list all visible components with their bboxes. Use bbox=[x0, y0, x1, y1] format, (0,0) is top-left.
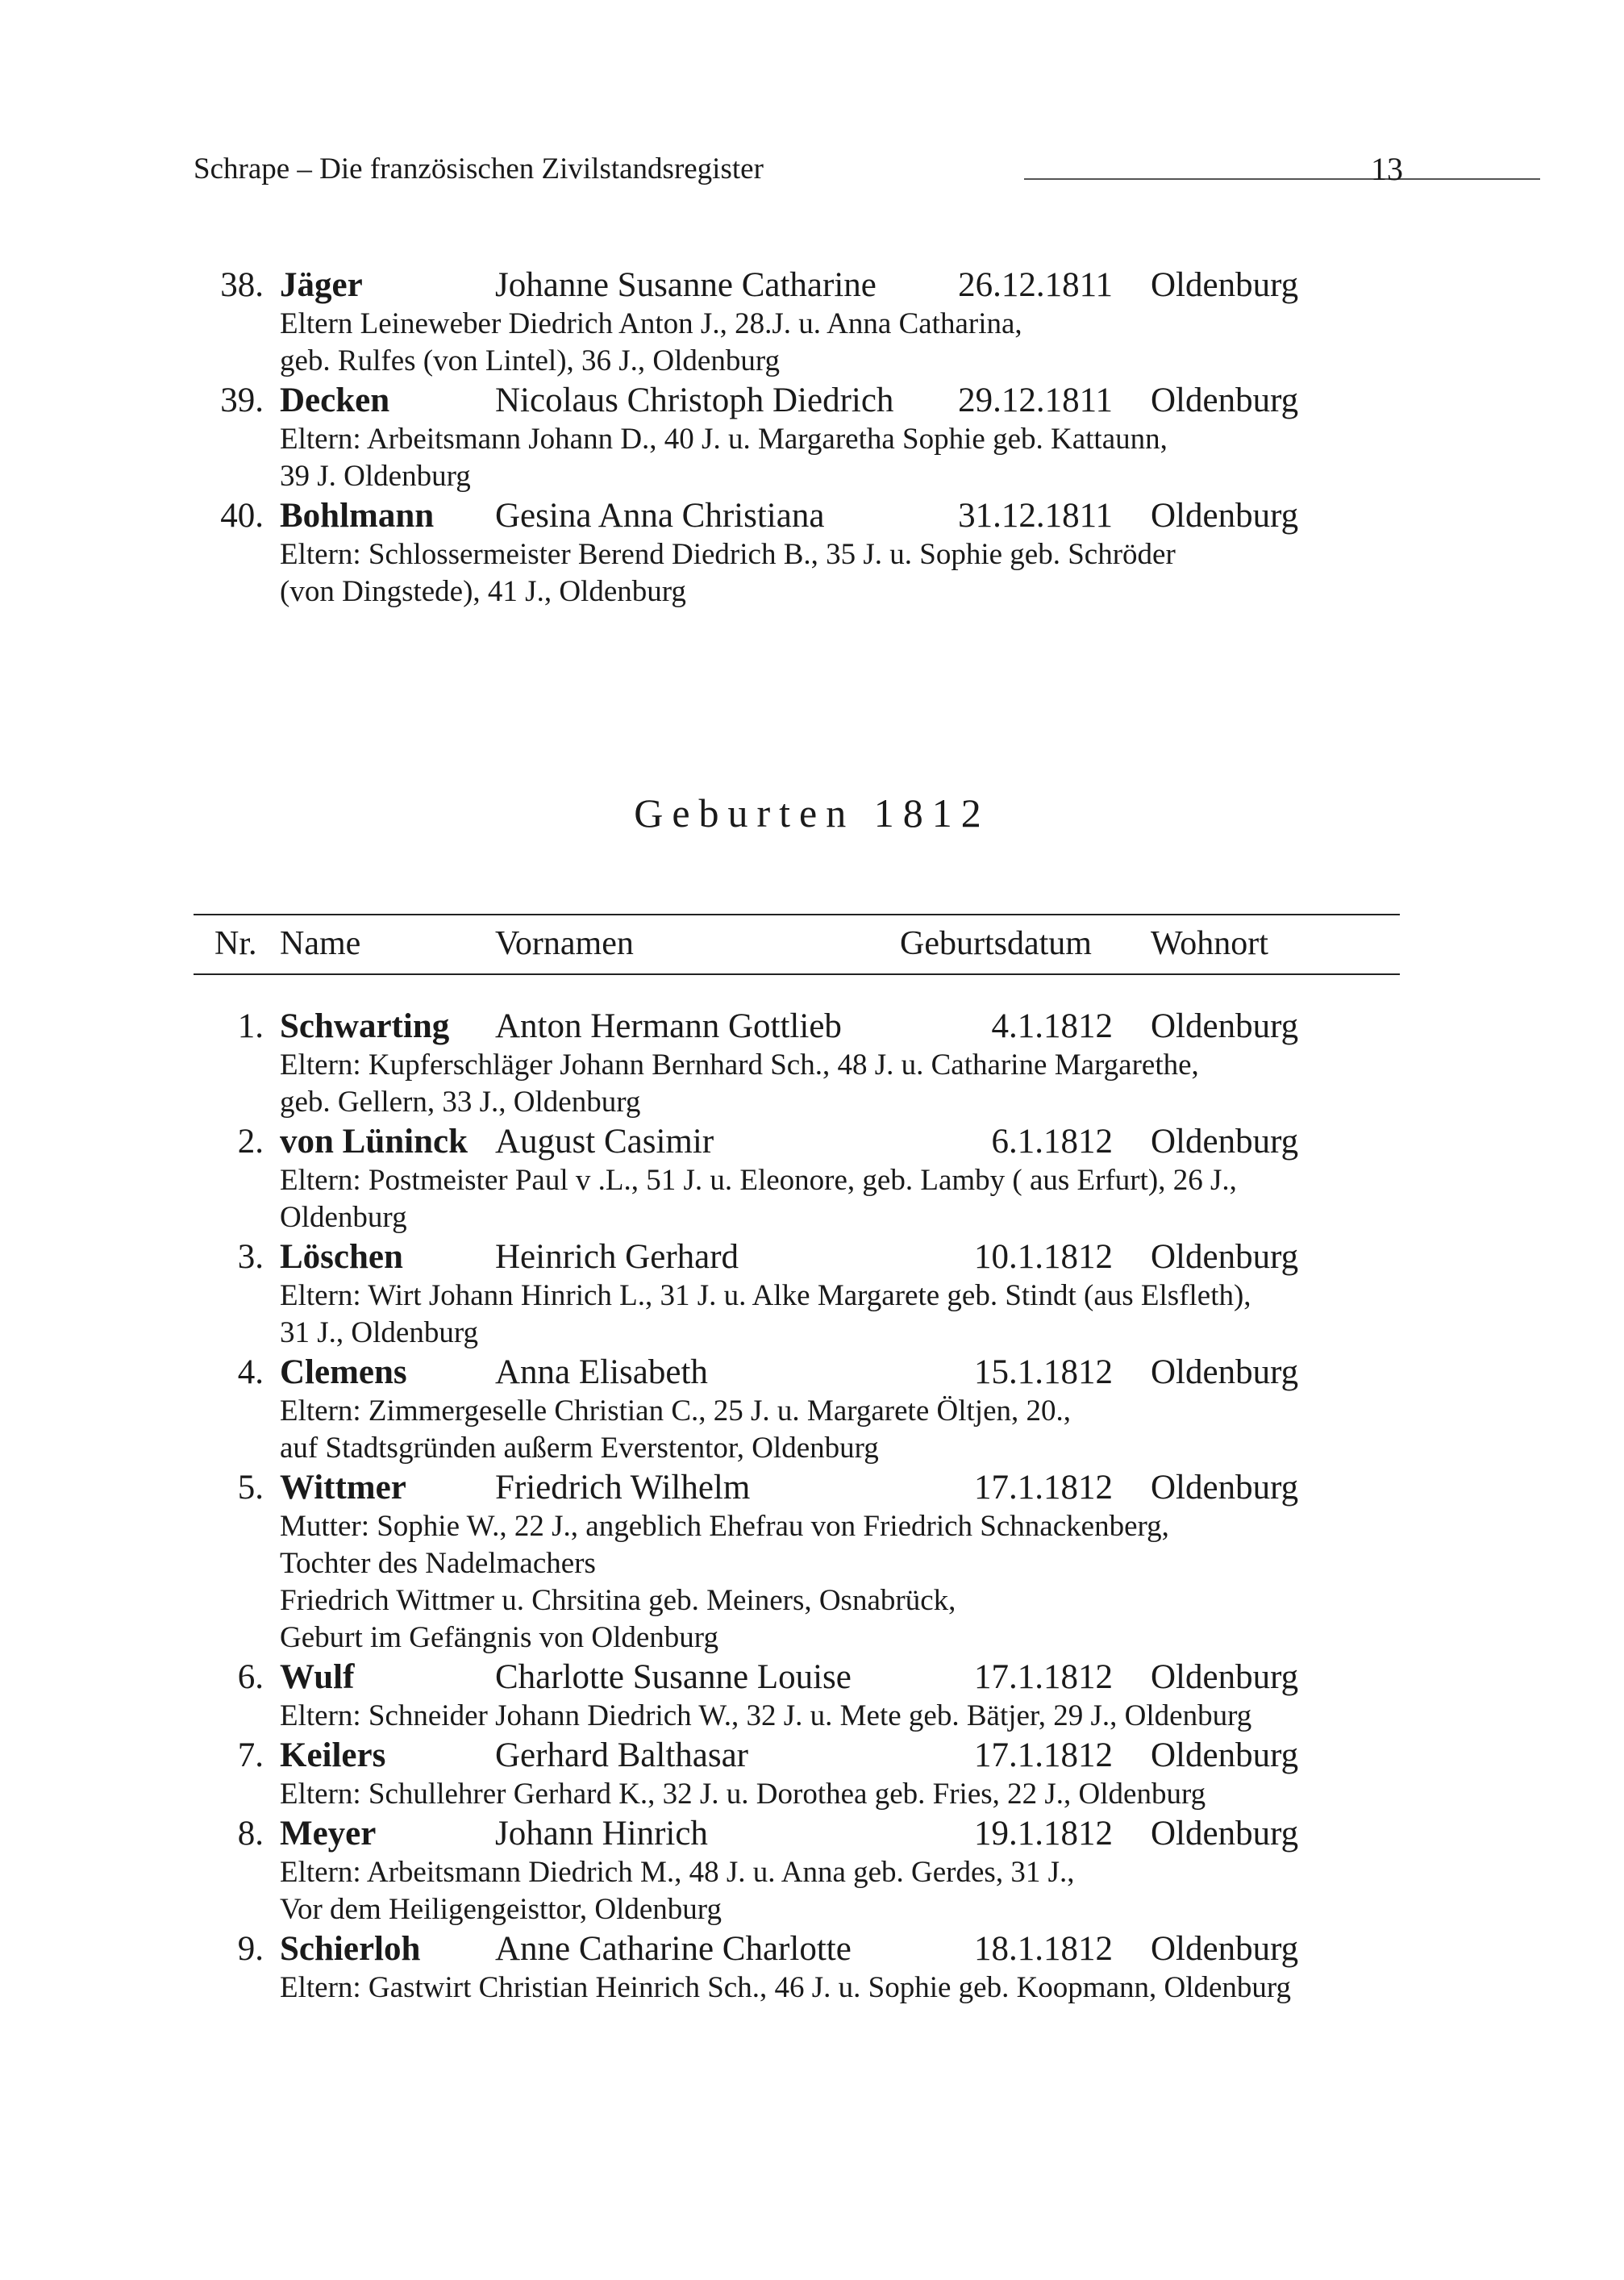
column-header-geburtsdatum: Geburtsdatum bbox=[900, 925, 1092, 962]
entry-detail-line: (von Dingstede), 41 J., Oldenburg bbox=[280, 575, 686, 608]
entry-heading-line bbox=[0, 495, 1624, 536]
entry-detail-line: Eltern: Kupferschläger Johann Bernhard Sch., 48 J. u. Catharine Margarethe, bbox=[280, 1048, 1199, 1082]
entry-detail-line: auf Stadtsgründen außerm Everstentor, Oldenburg bbox=[280, 1432, 879, 1465]
register-entry bbox=[0, 1467, 1624, 1657]
entry-detail-line: Eltern: Arbeitsmann Johann D., 40 J. u. Margaretha Sophie geb. Kattaunn, bbox=[280, 423, 1168, 456]
entry-heading-line bbox=[0, 1657, 1624, 1698]
entry-residence: Oldenburg bbox=[1151, 1123, 1299, 1161]
entry-detail-line: 31 J., Oldenburg bbox=[280, 1316, 478, 1349]
entry-number: 1. bbox=[237, 1007, 264, 1045]
entry-detail-line: geb. Rulfes (von Lintel), 36 J., Oldenburg bbox=[280, 344, 781, 377]
entry-detail-line: 39 J. Oldenburg bbox=[280, 460, 471, 493]
entry-number: 4. bbox=[237, 1353, 264, 1391]
entry-number: 2. bbox=[237, 1123, 264, 1161]
header-rule bbox=[1024, 178, 1540, 180]
register-entry bbox=[0, 1735, 1624, 1813]
entry-residence: Oldenburg bbox=[1151, 1353, 1299, 1391]
entry-surname: Wittmer bbox=[280, 1469, 406, 1507]
entry-given-names: Johann Hinrich bbox=[495, 1815, 708, 1853]
entry-number: 6. bbox=[237, 1658, 264, 1696]
register-entry bbox=[0, 380, 1624, 495]
section-title: Geburten 1812 bbox=[634, 790, 990, 836]
entry-surname: Wulf bbox=[280, 1658, 355, 1696]
entry-detail-line: Eltern: Schlossermeister Berend Diedrich B., 35 J. u. Sophie geb. Schröder bbox=[280, 538, 1176, 571]
entry-number: 3. bbox=[237, 1238, 264, 1276]
entries-1812 bbox=[0, 1006, 1624, 2007]
column-header-nr: Nr. bbox=[214, 925, 257, 962]
entry-birth-date: 6.1.1812 bbox=[991, 1123, 1113, 1161]
entry-residence: Oldenburg bbox=[1151, 1469, 1299, 1507]
register-entry bbox=[0, 495, 1624, 611]
entry-detail-line: Eltern: Schullehrer Gerhard K., 32 J. u. Dorothea geb. Fries, 22 J., Oldenburg bbox=[280, 1778, 1206, 1811]
entry-birth-date: 17.1.1812 bbox=[974, 1469, 1113, 1507]
entry-given-names: Charlotte Susanne Louise bbox=[495, 1658, 852, 1696]
register-entry bbox=[0, 1121, 1624, 1236]
entry-detail-line: Mutter: Sophie W., 22 J., angeblich Ehefrau von Friedrich Schnackenberg, bbox=[280, 1510, 1169, 1543]
column-header-vornamen: Vornamen bbox=[495, 925, 634, 962]
entry-surname: Jäger bbox=[280, 266, 363, 304]
entry-number: 39. bbox=[220, 381, 264, 419]
entry-number: 38. bbox=[220, 266, 264, 304]
entry-given-names: Nicolaus Christoph Diedrich bbox=[495, 381, 894, 419]
page-number: 13 bbox=[1371, 151, 1403, 187]
entry-heading-line bbox=[0, 380, 1624, 421]
entry-detail-line: Eltern: Wirt Johann Hinrich L., 31 J. u. Alke Margarete geb. Stindt (aus Elsfleth), bbox=[280, 1279, 1251, 1312]
register-entry bbox=[0, 1236, 1624, 1352]
entry-birth-date: 18.1.1812 bbox=[974, 1930, 1113, 1968]
entry-residence: Oldenburg bbox=[1151, 381, 1299, 419]
entry-residence: Oldenburg bbox=[1151, 1736, 1299, 1774]
entry-number: 40. bbox=[220, 497, 264, 535]
entry-birth-date: 26.12.1811 bbox=[958, 266, 1113, 304]
entry-surname: Schierloh bbox=[280, 1930, 421, 1968]
entry-detail-line: Oldenburg bbox=[280, 1201, 407, 1234]
entry-birth-date: 10.1.1812 bbox=[974, 1238, 1113, 1276]
entry-heading-line bbox=[0, 1467, 1624, 1508]
entry-number: 5. bbox=[237, 1469, 264, 1507]
entry-birth-date: 19.1.1812 bbox=[974, 1815, 1113, 1853]
entry-surname: Schwarting bbox=[280, 1007, 450, 1045]
entry-detail-line: Eltern: Gastwirt Christian Heinrich Sch., 46 J. u. Sophie geb. Koopmann, Oldenburg bbox=[280, 1971, 1292, 2004]
register-entry bbox=[0, 1006, 1624, 1121]
entry-heading-line bbox=[0, 1928, 1624, 1969]
entry-given-names: Heinrich Gerhard bbox=[495, 1238, 739, 1276]
column-header-wohnort: Wohnort bbox=[1151, 925, 1268, 962]
entry-surname: Keilers bbox=[280, 1736, 386, 1774]
entry-detail-line: Vor dem Heiligengeisttor, Oldenburg bbox=[280, 1893, 722, 1926]
entry-residence: Oldenburg bbox=[1151, 1238, 1299, 1276]
entry-heading-line bbox=[0, 1121, 1624, 1162]
entry-detail-line: Eltern: Zimmergeselle Christian C., 25 J. u. Margarete Öltjen, 20., bbox=[280, 1394, 1071, 1428]
entry-given-names: Gerhard Balthasar bbox=[495, 1736, 748, 1774]
entry-heading-line bbox=[0, 1006, 1624, 1047]
entry-birth-date: 31.12.1811 bbox=[958, 497, 1113, 535]
register-entry bbox=[0, 1928, 1624, 2007]
running-title: Schrape – Die französischen Zivilstandsregister bbox=[194, 152, 764, 185]
entry-given-names: Johanne Susanne Catharine bbox=[495, 266, 877, 304]
entry-birth-date: 4.1.1812 bbox=[991, 1007, 1113, 1045]
entry-detail-line: Tochter des Nadelmachers bbox=[280, 1547, 596, 1580]
entry-residence: Oldenburg bbox=[1151, 1930, 1299, 1968]
entry-birth-date: 17.1.1812 bbox=[974, 1658, 1113, 1696]
entry-heading-line bbox=[0, 1352, 1624, 1393]
entry-surname: Clemens bbox=[280, 1353, 407, 1391]
entry-detail-line: Eltern Leineweber Diedrich Anton J., 28.J. u. Anna Catharina, bbox=[280, 307, 1022, 340]
entry-birth-date: 15.1.1812 bbox=[974, 1353, 1113, 1391]
entry-surname: Löschen bbox=[280, 1238, 403, 1276]
entry-number: 7. bbox=[237, 1736, 264, 1774]
entry-detail-line: Friedrich Wittmer u. Chrsitina geb. Meiners, Osnabrück, bbox=[280, 1584, 956, 1617]
entry-residence: Oldenburg bbox=[1151, 497, 1299, 535]
entry-detail-line: Eltern: Arbeitsmann Diedrich M., 48 J. u. Anna geb. Gerdes, 31 J., bbox=[280, 1856, 1075, 1889]
entry-number: 8. bbox=[237, 1815, 264, 1853]
entry-residence: Oldenburg bbox=[1151, 1007, 1299, 1045]
entry-detail-line: Eltern: Schneider Johann Diedrich W., 32 J. u. Mete geb. Bätjer, 29 J., Oldenburg bbox=[280, 1699, 1252, 1732]
entry-given-names: Friedrich Wilhelm bbox=[495, 1469, 751, 1507]
entry-given-names: Anton Hermann Gottlieb bbox=[495, 1007, 842, 1045]
entry-given-names: Anna Elisabeth bbox=[495, 1353, 708, 1391]
entry-birth-date: 17.1.1812 bbox=[974, 1736, 1113, 1774]
register-entry bbox=[0, 1813, 1624, 1928]
entry-heading-line bbox=[0, 1236, 1624, 1278]
entry-given-names: August Casimir bbox=[495, 1123, 714, 1161]
register-entry bbox=[0, 1352, 1624, 1467]
entry-given-names: Anne Catharine Charlotte bbox=[495, 1930, 852, 1968]
entry-heading-line bbox=[0, 1735, 1624, 1776]
entry-number: 9. bbox=[237, 1930, 264, 1968]
entry-residence: Oldenburg bbox=[1151, 266, 1299, 304]
entry-residence: Oldenburg bbox=[1151, 1815, 1299, 1853]
entry-birth-date: 29.12.1811 bbox=[958, 381, 1113, 419]
entry-detail-line: geb. Gellern, 33 J., Oldenburg bbox=[280, 1086, 641, 1119]
entry-residence: Oldenburg bbox=[1151, 1658, 1299, 1696]
entry-surname: Meyer bbox=[280, 1815, 377, 1853]
entry-detail-line: Geburt im Gefängnis von Oldenburg bbox=[280, 1621, 718, 1654]
entries-1811 bbox=[0, 265, 1624, 611]
register-entry bbox=[0, 1657, 1624, 1735]
running-header bbox=[194, 149, 1403, 190]
register-entry bbox=[0, 265, 1624, 380]
column-header-name: Name bbox=[280, 925, 361, 962]
entry-heading-line bbox=[0, 1813, 1624, 1854]
entry-given-names: Gesina Anna Christiana bbox=[495, 497, 825, 535]
entry-heading-line bbox=[0, 265, 1624, 306]
entry-surname: Decken bbox=[280, 381, 390, 419]
entry-surname: Bohlmann bbox=[280, 497, 435, 535]
column-header-row bbox=[194, 914, 1400, 975]
entry-surname: von Lüninck bbox=[280, 1123, 468, 1161]
entry-detail-line: Eltern: Postmeister Paul v .L., 51 J. u. Eleonore, geb. Lamby ( aus Erfurt), 26 J., bbox=[280, 1164, 1237, 1197]
